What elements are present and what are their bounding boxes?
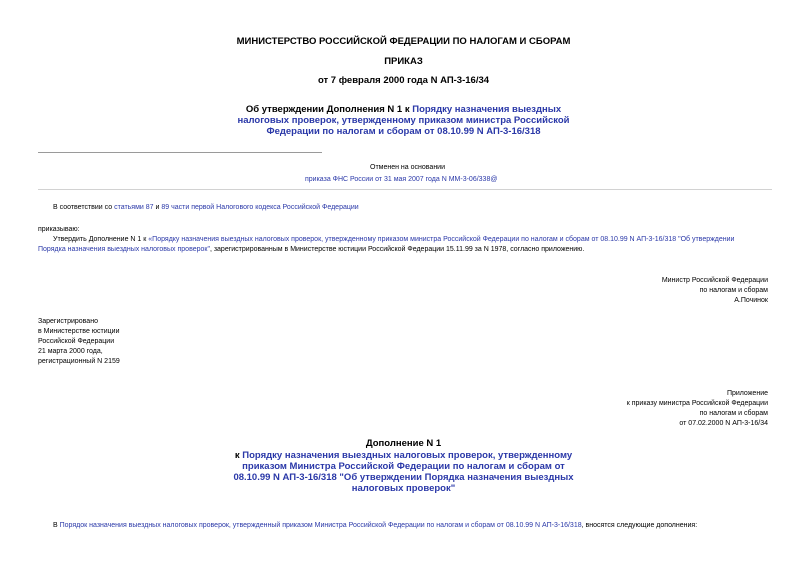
appendix-block: [627, 389, 768, 429]
preamble-text-mid: и: [153, 204, 162, 211]
title-link-2[interactable]: налоговых проверок, утвержденному приказом министра Российской: [237, 115, 570, 126]
last-paragraph: [53, 521, 697, 531]
last-para-link[interactable]: Порядок назначения выездных налоговых проверок, утвержденный приказом Министра Российской Федерации по налогам и сборам от 08.10.99 N АП-3-16/318: [59, 522, 582, 529]
last-para-text: В: [53, 522, 60, 529]
supplement-link-2[interactable]: приказом Министра Российской Федерации по налогам и сборам от: [242, 461, 565, 472]
date-number-heading: от 7 февраля 2000 года N АП-3-16/34: [317, 75, 490, 86]
divider: [38, 152, 322, 153]
supplement-subtitle: [0, 450, 807, 494]
registration-block: [38, 317, 120, 367]
order-paragraph-line-1: [53, 235, 734, 245]
cancelled-link[interactable]: приказа ФНС России от 31 мая 2007 года N ММ-3-06/338@: [305, 176, 498, 183]
appendix-line-2: к приказу министра Российской Федерации: [626, 400, 768, 407]
signature-line-2: по налогам и сборам: [699, 287, 768, 294]
registration-line-2: в Министерстве юстиции: [38, 328, 120, 335]
signature-block: [662, 276, 768, 306]
registration-line-4: 21 марта 2000 года,: [38, 348, 103, 355]
supplement-link-4[interactable]: налоговых проверок": [351, 483, 456, 494]
registration-line-1: Зарегистрировано: [38, 318, 98, 325]
preamble-text: В соответствии со: [53, 204, 115, 211]
signature-line-1: Министр Российской Федерации: [661, 277, 768, 284]
registration-line-3: Российской Федерации: [38, 338, 115, 345]
title-link-1[interactable]: Порядку назначения выездных: [412, 104, 562, 115]
registration-line-5: регистрационный N 2159: [38, 358, 120, 365]
order-link-1[interactable]: «Порядку назначения выездных налоговых проверок, утвержденному приказом министра Российской Федерации по налогам и сборам от 08.10.99 N АП-3-16/318 "Об утверждении: [148, 236, 735, 243]
order-text-suffix: , зарегистрированным в Министерстве юстиции Российской Федерации 15.11.99 за N 1978, согласно приложению.: [209, 246, 585, 253]
title-prefix: Об утверждении Дополнения N 1 к: [245, 104, 413, 115]
order-text: Утвердить Дополнение N 1 к: [53, 236, 149, 243]
cancelled-label: Отменен на основании: [370, 164, 446, 171]
divider-light: [38, 189, 772, 190]
last-para-suffix: , вносятся следующие дополнения:: [581, 522, 698, 529]
signature-line-3: А.Починок: [734, 297, 768, 304]
preamble-link-article-89[interactable]: 89 части первой Налогового кодекса Российской Федерации: [161, 204, 359, 211]
appendix-line-4: от 07.02.2000 N АП-3-16/34: [679, 420, 768, 427]
supplement-prefix: к: [234, 450, 243, 461]
order-paragraph-line-2: [38, 245, 584, 255]
preamble-link-article-87[interactable]: статьями 87: [114, 204, 154, 211]
appendix-line-1: Приложение: [726, 390, 768, 397]
doc-type-heading: ПРИКАЗ: [384, 56, 423, 67]
preamble-paragraph: [53, 203, 359, 213]
supplement-title: Дополнение N 1: [365, 438, 442, 449]
ministry-heading: МИНИСТЕРСТВО РОССИЙСКОЙ ФЕДЕРАЦИИ ПО НАЛОГАМ И СБОРАМ: [236, 36, 571, 47]
supplement-link-1[interactable]: Порядку назначения выездных налоговых проверок, утвержденному: [242, 450, 573, 461]
supplement-link-3[interactable]: 08.10.99 N АП-3-16/318 "Об утверждении Порядка назначения выездных: [233, 472, 574, 483]
appendix-line-3: по налогам и сборам: [699, 410, 768, 417]
title-link-3[interactable]: Федерации по налогам и сборам от 08.10.99 N АП-3-16/318: [266, 126, 541, 137]
order-title: [0, 104, 807, 137]
order-link-2[interactable]: Порядка назначения выездных налоговых проверок": [38, 246, 210, 253]
prikazyvayu: приказываю:: [38, 226, 80, 233]
